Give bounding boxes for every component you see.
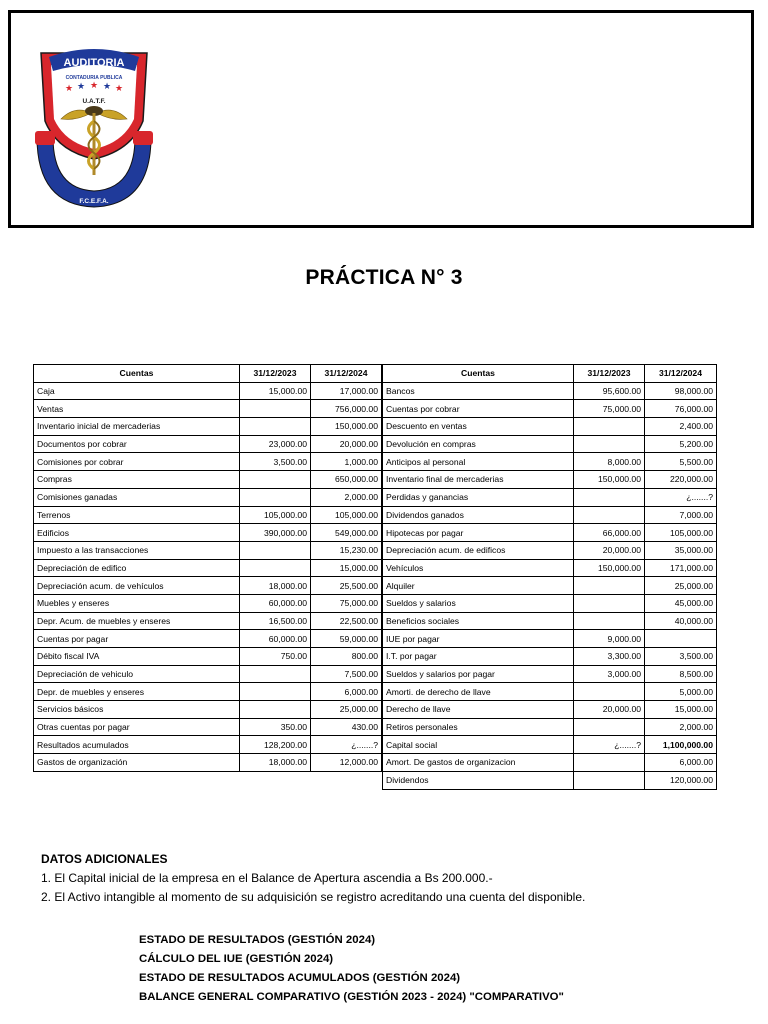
column-header-cuentas: Cuentas xyxy=(383,365,574,383)
amount-cell: 7,500.00 xyxy=(311,665,382,683)
amount-cell: 1,100,000.00 xyxy=(645,736,717,754)
account-name-cell: Resultados acumulados xyxy=(34,736,240,754)
amount-cell xyxy=(240,488,311,506)
table-row xyxy=(383,471,717,489)
amount-cell: 5,000.00 xyxy=(645,683,717,701)
amount-cell: 7,000.00 xyxy=(645,506,717,524)
table-row xyxy=(383,736,717,754)
table-row xyxy=(383,718,717,736)
logo-subtitle: CONTADURIA PUBLICA xyxy=(65,75,123,81)
account-name-cell: Edificios xyxy=(34,524,240,542)
amount-cell: 15,000.00 xyxy=(311,559,382,577)
table-row xyxy=(34,382,382,400)
table-row xyxy=(383,541,717,559)
account-name-cell: Bancos xyxy=(383,382,574,400)
table-row xyxy=(34,665,382,683)
account-name-cell: Dividendos ganados xyxy=(383,506,574,524)
account-name-cell: IUE por pagar xyxy=(383,630,574,648)
account-name-cell: Anticipos al personal xyxy=(383,453,574,471)
task-item: ESTADO DE RESULTADOS ACUMULADOS (GESTIÓN 2024) xyxy=(139,972,461,984)
amount-cell: 40,000.00 xyxy=(645,612,717,630)
account-name-cell: Amorti. de derecho de llave xyxy=(383,683,574,701)
table-row xyxy=(34,594,382,612)
amount-cell xyxy=(240,418,311,436)
amount-cell: 150,000.00 xyxy=(574,559,645,577)
table-row xyxy=(34,630,382,648)
amount-cell: 756,000.00 xyxy=(311,400,382,418)
table-row xyxy=(34,471,382,489)
amount-cell: 98,000.00 xyxy=(645,382,717,400)
datos-adicionales-item: 1. El Capital inicial de la empresa en el Balance de Apertura ascendia a Bs 200.000.- xyxy=(41,871,493,885)
account-name-cell: Compras xyxy=(34,471,240,489)
table-row xyxy=(383,506,717,524)
amount-cell: 15,000.00 xyxy=(240,382,311,400)
header-box xyxy=(8,10,754,228)
amount-cell: 9,000.00 xyxy=(574,630,645,648)
amount-cell: ¿.......? xyxy=(574,736,645,754)
table-row xyxy=(34,418,382,436)
account-name-cell: Capital social xyxy=(383,736,574,754)
amount-cell: 20,000.00 xyxy=(311,435,382,453)
amount-cell: 23,000.00 xyxy=(240,435,311,453)
amount-cell: 18,000.00 xyxy=(240,754,311,772)
amount-cell: 105,000.00 xyxy=(311,506,382,524)
table-row xyxy=(34,506,382,524)
account-name-cell: I.T. por pagar xyxy=(383,648,574,666)
amount-cell: 18,000.00 xyxy=(240,577,311,595)
table-row xyxy=(34,754,382,772)
table-row xyxy=(383,559,717,577)
amount-cell: 150,000.00 xyxy=(574,471,645,489)
amount-cell: 2,000.00 xyxy=(645,718,717,736)
table-row xyxy=(34,718,382,736)
amount-cell: ¿.......? xyxy=(311,736,382,754)
table-row xyxy=(383,400,717,418)
amount-cell: 3,500.00 xyxy=(645,648,717,666)
table-row xyxy=(383,612,717,630)
amount-cell: 25,500.00 xyxy=(311,577,382,595)
table-row xyxy=(34,736,382,754)
amount-cell: 15,000.00 xyxy=(645,701,717,719)
amount-cell xyxy=(240,559,311,577)
table-row xyxy=(383,630,717,648)
table-row xyxy=(34,701,382,719)
accounts-table-right xyxy=(382,364,717,790)
account-name-cell: Amort. De gastos de organizacion xyxy=(383,754,574,772)
amount-cell: 120,000.00 xyxy=(645,771,717,789)
datos-adicionales-item: 2. El Activo intangible al momento de su adquisición se registro acreditando una cuenta del disponible. xyxy=(41,890,586,904)
svg-text:★: ★ xyxy=(102,82,112,92)
amount-cell xyxy=(574,418,645,436)
amount-cell: 650,000.00 xyxy=(311,471,382,489)
account-name-cell: Servicios básicos xyxy=(34,701,240,719)
logo-bottom-text: F.C.E.F.A. xyxy=(79,198,109,205)
table-row xyxy=(383,771,717,789)
account-name-cell: Ventas xyxy=(34,400,240,418)
amount-cell: 66,000.00 xyxy=(574,524,645,542)
amount-cell: 22,500.00 xyxy=(311,612,382,630)
table-row xyxy=(383,683,717,701)
account-name-cell: Perdidas y ganancias xyxy=(383,488,574,506)
amount-cell: 76,000.00 xyxy=(645,400,717,418)
amount-cell: 20,000.00 xyxy=(574,541,645,559)
amount-cell: 35,000.00 xyxy=(645,541,717,559)
table-row xyxy=(383,577,717,595)
amount-cell: 45,000.00 xyxy=(645,594,717,612)
amount-cell: 17,000.00 xyxy=(311,382,382,400)
task-item: ESTADO DE RESULTADOS (GESTIÓN 2024) xyxy=(139,934,376,946)
task-item: CÁLCULO DEL IUE (GESTIÓN 2024) xyxy=(139,953,334,965)
table-row xyxy=(383,701,717,719)
datos-adicionales-heading: DATOS ADICIONALES xyxy=(41,852,168,866)
amount-cell: 750.00 xyxy=(240,648,311,666)
amount-cell: 3,500.00 xyxy=(240,453,311,471)
table-row xyxy=(383,648,717,666)
amount-cell: 1,000.00 xyxy=(311,453,382,471)
amount-cell: 105,000.00 xyxy=(240,506,311,524)
amount-cell: 20,000.00 xyxy=(574,701,645,719)
table-row xyxy=(34,683,382,701)
table-row xyxy=(383,418,717,436)
account-name-cell: Sueldos y salarios xyxy=(383,594,574,612)
account-name-cell: Depr. de muebles y enseres xyxy=(34,683,240,701)
account-name-cell: Gastos de organización xyxy=(34,754,240,772)
account-name-cell: Documentos por cobrar xyxy=(34,435,240,453)
amount-cell: ¿.......? xyxy=(645,488,717,506)
task-item: BALANCE GENERAL COMPARATIVO (GESTIÓN 2023 - 2024) "COMPARATIVO" xyxy=(139,991,564,1003)
account-name-cell: Alquiler xyxy=(383,577,574,595)
account-name-cell: Sueldos y salarios por pagar xyxy=(383,665,574,683)
amount-cell xyxy=(574,612,645,630)
amount-cell: 8,000.00 xyxy=(574,453,645,471)
amount-cell: 60,000.00 xyxy=(240,630,311,648)
amount-cell: 2,400.00 xyxy=(645,418,717,436)
account-name-cell: Muebles y enseres xyxy=(34,594,240,612)
amount-cell xyxy=(574,506,645,524)
amount-cell: 150,000.00 xyxy=(311,418,382,436)
account-name-cell: Inventario inicial de mercaderias xyxy=(34,418,240,436)
accounts-table-left xyxy=(33,364,382,772)
logo-initials: U.A.T.F. xyxy=(82,98,106,105)
table-row xyxy=(34,612,382,630)
amount-cell xyxy=(574,754,645,772)
account-name-cell: Caja xyxy=(34,382,240,400)
amount-cell xyxy=(574,435,645,453)
table-header-row xyxy=(34,365,382,383)
amount-cell: 105,000.00 xyxy=(645,524,717,542)
table-row xyxy=(34,577,382,595)
amount-cell xyxy=(574,594,645,612)
amount-cell: 2,000.00 xyxy=(311,488,382,506)
account-name-cell: Comisiones ganadas xyxy=(34,488,240,506)
amount-cell: 8,500.00 xyxy=(645,665,717,683)
amount-cell: 5,500.00 xyxy=(645,453,717,471)
account-name-cell: Depreciación de edifico xyxy=(34,559,240,577)
task-list xyxy=(139,931,564,1007)
account-name-cell: Hipotecas por pagar xyxy=(383,524,574,542)
amount-cell xyxy=(240,471,311,489)
account-name-cell: Derecho de llave xyxy=(383,701,574,719)
table-row xyxy=(34,400,382,418)
table-row xyxy=(34,453,382,471)
amount-cell xyxy=(574,488,645,506)
amount-cell xyxy=(240,665,311,683)
amount-cell: 60,000.00 xyxy=(240,594,311,612)
account-name-cell: Otras cuentas por pagar xyxy=(34,718,240,736)
account-name-cell: Inventario final de mercaderias xyxy=(383,471,574,489)
account-name-cell: Beneficios sociales xyxy=(383,612,574,630)
table-row xyxy=(383,665,717,683)
svg-text:★: ★ xyxy=(76,82,86,92)
amount-cell: 3,300.00 xyxy=(574,648,645,666)
column-header-date: 31/12/2023 xyxy=(240,365,311,383)
amount-cell: 15,230.00 xyxy=(311,541,382,559)
amount-cell xyxy=(240,400,311,418)
account-name-cell: Terrenos xyxy=(34,506,240,524)
amount-cell xyxy=(574,718,645,736)
account-name-cell: Depr. Acum. de muebles y enseres xyxy=(34,612,240,630)
account-name-cell: Descuento en ventas xyxy=(383,418,574,436)
table-row xyxy=(383,594,717,612)
amount-cell: 6,000.00 xyxy=(645,754,717,772)
account-name-cell: Cuentas por pagar xyxy=(34,630,240,648)
account-name-cell: Retiros personales xyxy=(383,718,574,736)
account-name-cell: Depreciación acum. de vehículos xyxy=(34,577,240,595)
account-name-cell: Débito fiscal IVA xyxy=(34,648,240,666)
table-row xyxy=(34,435,382,453)
amount-cell: 800.00 xyxy=(311,648,382,666)
amount-cell: 220,000.00 xyxy=(645,471,717,489)
account-name-cell: Comisiones por cobrar xyxy=(34,453,240,471)
amount-cell: 390,000.00 xyxy=(240,524,311,542)
account-name-cell: Devolución en compras xyxy=(383,435,574,453)
amount-cell: 75,000.00 xyxy=(574,400,645,418)
table-row xyxy=(34,559,382,577)
table-row xyxy=(383,488,717,506)
table-row xyxy=(34,648,382,666)
amount-cell: 128,200.00 xyxy=(240,736,311,754)
amount-cell: 350.00 xyxy=(240,718,311,736)
account-name-cell: Impuesto a las transacciones xyxy=(34,541,240,559)
table-row xyxy=(383,382,717,400)
amount-cell: 16,500.00 xyxy=(240,612,311,630)
amount-cell xyxy=(240,683,311,701)
svg-text:★: ★ xyxy=(114,84,124,94)
account-name-cell: Vehículos xyxy=(383,559,574,577)
table-row xyxy=(383,435,717,453)
auditoria-logo xyxy=(31,41,157,213)
column-header-date: 31/12/2023 xyxy=(574,365,645,383)
amount-cell: 75,000.00 xyxy=(311,594,382,612)
column-header-date: 31/12/2024 xyxy=(645,365,717,383)
amount-cell xyxy=(240,701,311,719)
amount-cell xyxy=(645,630,717,648)
amount-cell: 25,000.00 xyxy=(645,577,717,595)
column-header-date: 31/12/2024 xyxy=(311,365,382,383)
account-name-cell: Depreciación de vehiculo xyxy=(34,665,240,683)
amount-cell xyxy=(574,683,645,701)
svg-text:★: ★ xyxy=(64,84,74,94)
datos-adicionales xyxy=(41,850,585,907)
amount-cell: 12,000.00 xyxy=(311,754,382,772)
table-row xyxy=(383,453,717,471)
amount-cell: 6,000.00 xyxy=(311,683,382,701)
table-row xyxy=(34,524,382,542)
amount-cell xyxy=(574,771,645,789)
amount-cell: 5,200.00 xyxy=(645,435,717,453)
amount-cell: 171,000.00 xyxy=(645,559,717,577)
amount-cell: 3,000.00 xyxy=(574,665,645,683)
account-name-cell: Cuentas por cobrar xyxy=(383,400,574,418)
svg-text:★: ★ xyxy=(89,81,99,91)
amount-cell: 59,000.00 xyxy=(311,630,382,648)
account-name-cell: Depreciación acum. de edificos xyxy=(383,541,574,559)
logo-banner-text: AUDITORIA xyxy=(63,57,125,69)
table-row xyxy=(383,524,717,542)
table-row xyxy=(34,541,382,559)
amount-cell xyxy=(240,541,311,559)
table-row xyxy=(383,754,717,772)
column-header-cuentas: Cuentas xyxy=(34,365,240,383)
amount-cell: 25,000.00 xyxy=(311,701,382,719)
amount-cell xyxy=(574,577,645,595)
table-row xyxy=(34,488,382,506)
amount-cell: 549,000.00 xyxy=(311,524,382,542)
account-name-cell: Dividendos xyxy=(383,771,574,789)
amount-cell: 95,600.00 xyxy=(574,382,645,400)
amount-cell: 430.00 xyxy=(311,718,382,736)
page-title: PRÁCTICA N° 3 xyxy=(305,266,463,289)
table-header-row xyxy=(383,365,717,383)
